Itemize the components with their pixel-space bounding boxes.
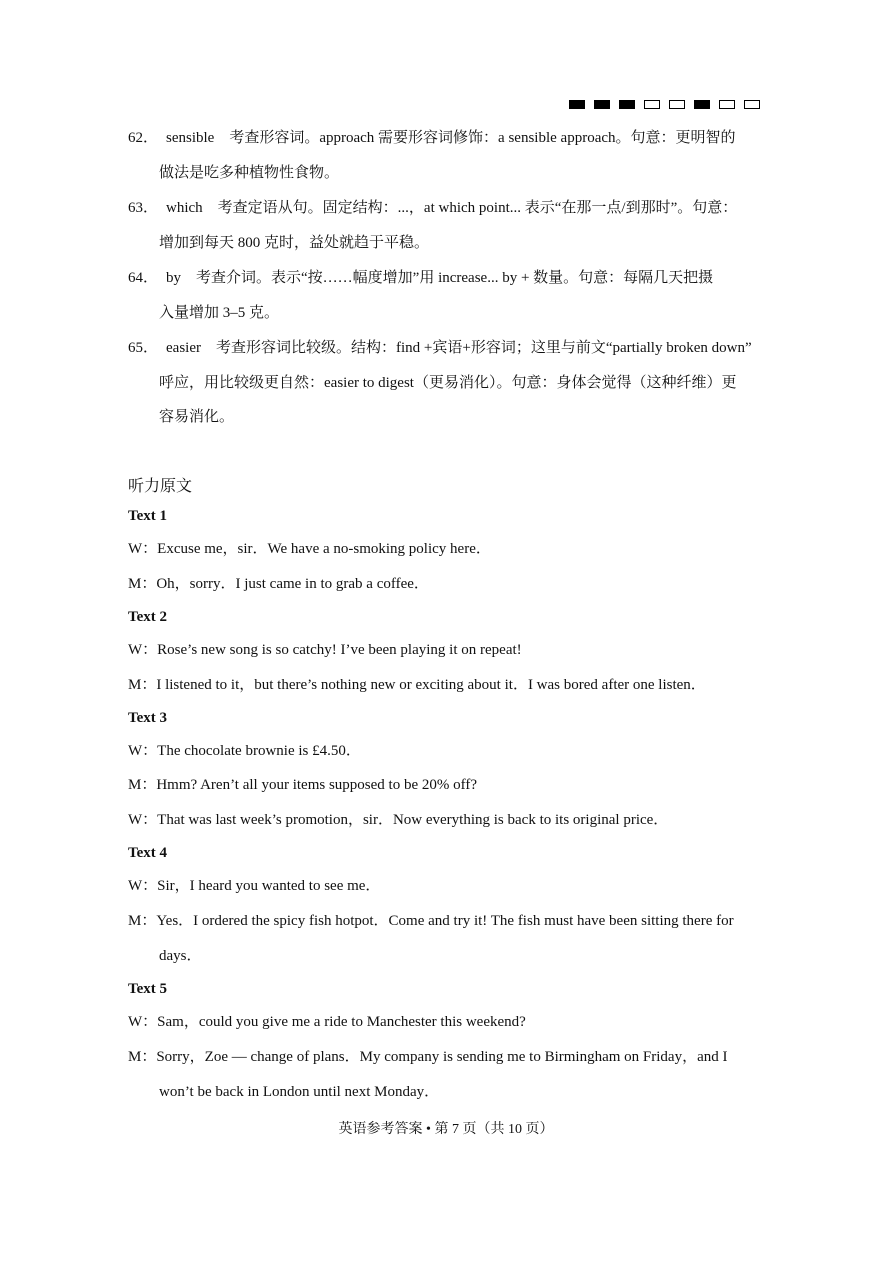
dialogue-text: M：Hmm? Aren’t all your items supposed to be 20% off? bbox=[128, 777, 477, 793]
progress-mark-7 bbox=[719, 100, 735, 109]
text-title: Text 5 bbox=[128, 981, 168, 997]
answer-explanation-line: sensible 考查形容词。approach 需要形容词修饰：a sensible approach。句意：更明智的 bbox=[166, 130, 736, 146]
progress-mark-6 bbox=[694, 100, 710, 109]
answer-item-63 bbox=[128, 191, 768, 260]
progress-mark-1 bbox=[569, 100, 585, 109]
answer-number: 64． bbox=[128, 270, 159, 286]
answer-item-65 bbox=[128, 331, 768, 435]
dialogue-text: M：Sorry，Zoe — change of plans．My company is sending me to Birmingham on Friday，and I bbox=[128, 1049, 728, 1065]
answer-explanation-line: which 考查定语从句。固定结构：...，at which point... 表示“在那一点/到那时”。句意： bbox=[166, 200, 738, 216]
text-title: Text 3 bbox=[128, 710, 168, 726]
dialogue-text: M：Yes．I ordered the spicy fish hotpot．Come and try it! The fish must have been sitting there for bbox=[128, 913, 734, 929]
dialogue-text: W：Sam，could you give me a ride to Manchester this weekend? bbox=[128, 1014, 526, 1030]
answer-explanation-line: 增加到每天 800 克时，益处就趋于平稳。 bbox=[159, 234, 430, 251]
progress-mark-5 bbox=[669, 100, 685, 109]
dialogue-line bbox=[128, 803, 768, 838]
dialogue-line bbox=[128, 768, 768, 803]
dialogue-text: W：Rose’s new song is so catchy! I’ve been playing it on repeat! bbox=[128, 642, 522, 658]
answer-number: 63． bbox=[128, 200, 159, 216]
answer-number: 62． bbox=[128, 130, 159, 146]
progress-marks bbox=[569, 100, 760, 109]
dialogue-text: M：I listened to it，but there’s nothing new or exciting about it．I was bored after one listen． bbox=[128, 677, 706, 693]
page-footer: 英语参考答案 • 第 7 页（共 10 页） bbox=[338, 1122, 554, 1137]
dialogue-line bbox=[128, 567, 768, 602]
dialogue-text: M：Oh，sorry．I just came in to grab a coffee． bbox=[128, 576, 429, 592]
progress-mark-3 bbox=[619, 100, 635, 109]
answer-explanation-line: by 考查介词。表示“按……幅度增加”用 increase... by + 数量。句意：每隔几天把摄 bbox=[166, 270, 714, 286]
answer-explanation-line: easier 考查形容词比较级。结构：find +宾语+形容词；这里与前文“partially broken down” bbox=[166, 340, 752, 356]
progress-mark-8 bbox=[744, 100, 760, 109]
dialogue-line bbox=[128, 904, 768, 974]
dialogue-line bbox=[128, 1005, 768, 1040]
answer-explanation-line: 呼应，用比较级更自然：easier to digest（更易消化）。句意：身体会觉得（这种纤维）更 bbox=[159, 374, 737, 391]
dialogue-text: W：Sir，I heard you wanted to see me． bbox=[128, 878, 381, 894]
text-title: Text 4 bbox=[128, 845, 168, 861]
dialogue-line bbox=[128, 633, 768, 668]
answer-explanation-line: 做法是吃多种植物性食物。 bbox=[159, 164, 340, 181]
answer-number: 65． bbox=[128, 340, 159, 356]
text-title: Text 2 bbox=[128, 609, 168, 625]
dialogue-line bbox=[128, 668, 768, 703]
progress-mark-4 bbox=[644, 100, 660, 109]
dialogue-text: W：The chocolate brownie is £4.50． bbox=[128, 743, 361, 759]
dialogue-text: W：Excuse me，sir．We have a no-smoking policy here． bbox=[128, 541, 491, 557]
dialogue-line bbox=[128, 1040, 768, 1110]
listening-heading: 听力原文 bbox=[128, 478, 193, 495]
dialogue-line bbox=[128, 532, 768, 567]
answer-explanation-line: 入量增加 3–5 克。 bbox=[159, 304, 280, 321]
text-title: Text 1 bbox=[128, 508, 168, 524]
progress-mark-2 bbox=[594, 100, 610, 109]
dialogue-text: W：That was last week’s promotion，sir．Now everything is back to its original price． bbox=[128, 812, 669, 828]
dialogue-continuation: won’t be back in London until next Monday． bbox=[159, 1084, 440, 1100]
answer-item-62 bbox=[128, 121, 768, 190]
answer-explanation-line: 容易消化。 bbox=[159, 409, 235, 425]
dialogue-line bbox=[128, 734, 768, 769]
answer-item-64 bbox=[128, 261, 768, 330]
dialogue-line bbox=[128, 869, 768, 904]
dialogue-continuation: days． bbox=[159, 948, 202, 964]
